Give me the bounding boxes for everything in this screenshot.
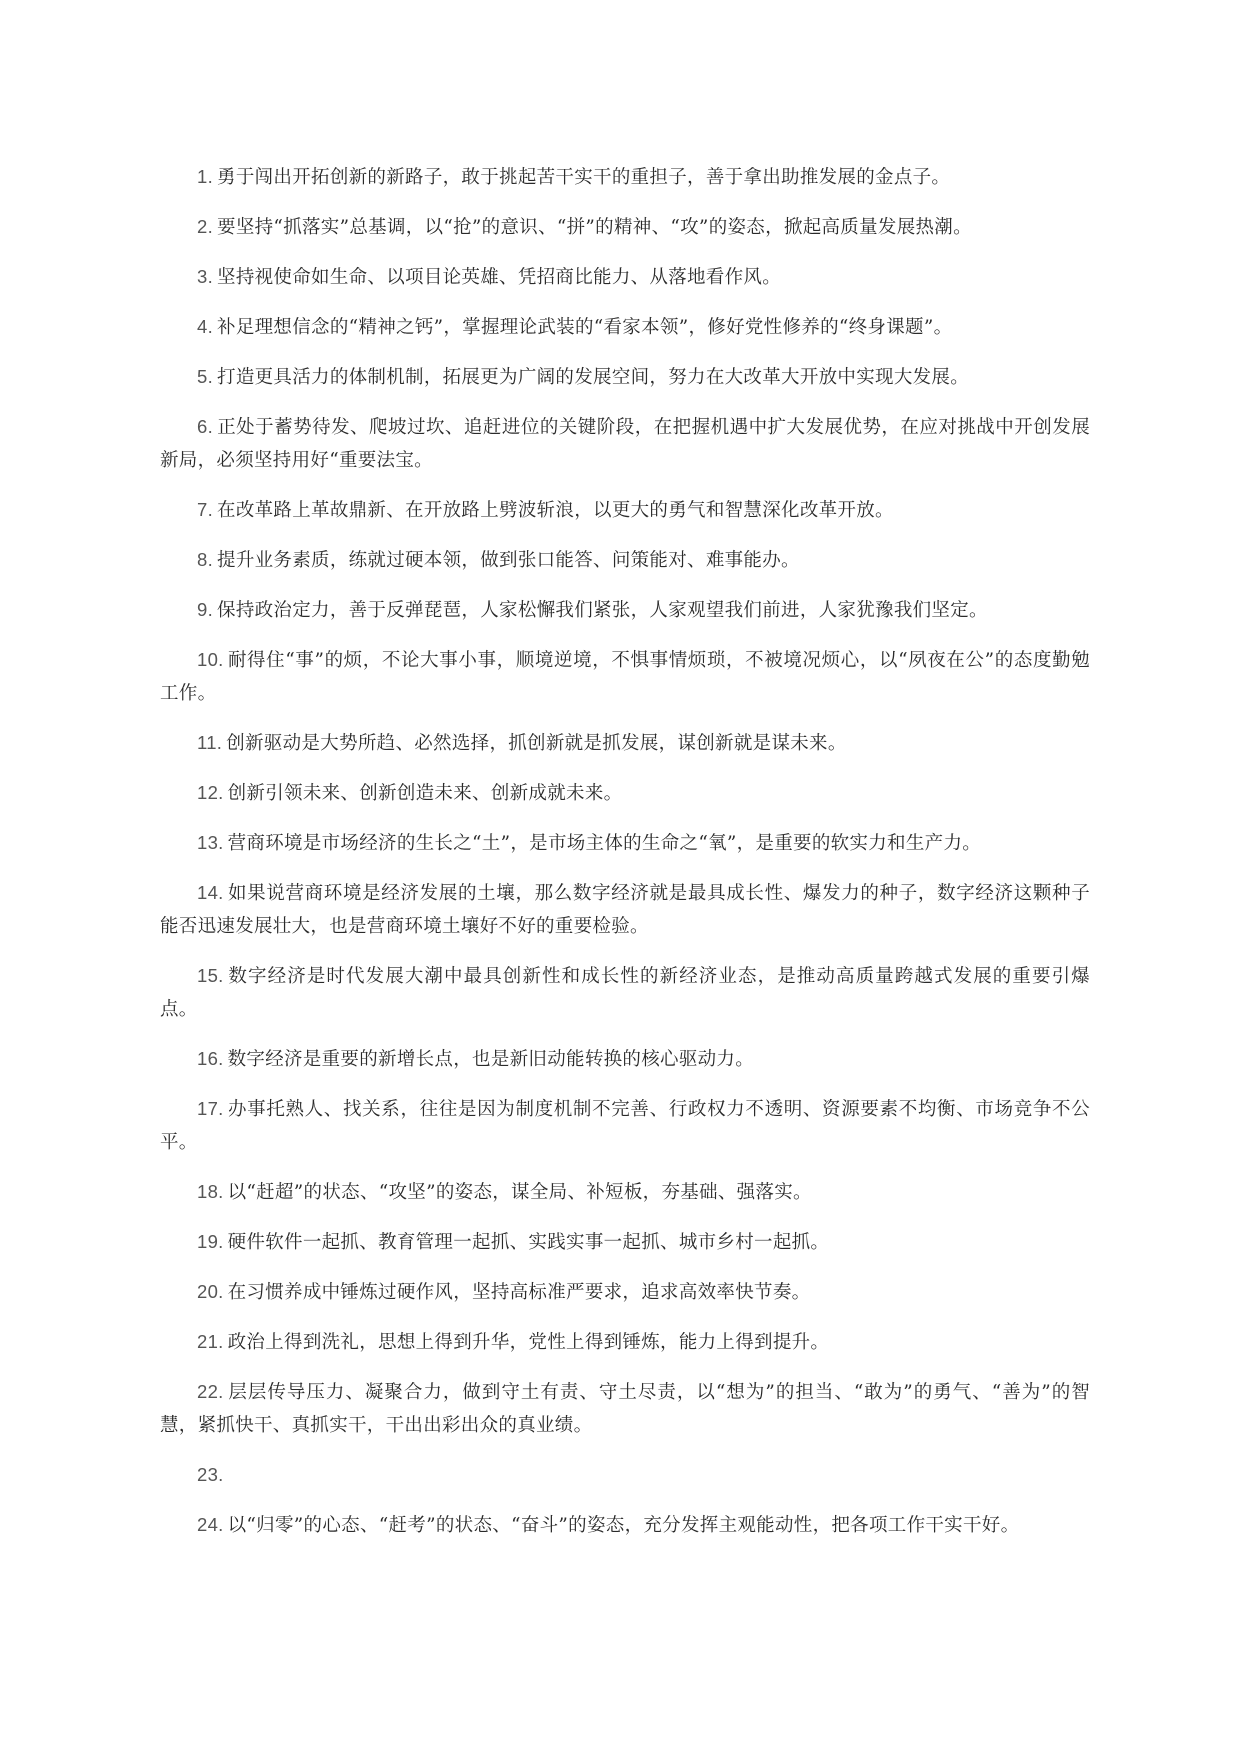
list-item xyxy=(160,410,1090,477)
list-item xyxy=(160,543,1090,577)
item-number: 18. xyxy=(197,1181,224,1202)
list-item xyxy=(160,1175,1090,1209)
item-text: 保持政治定力，善于反弹琵琶，人家松懈我们紧张，人家观望我们前进，人家犹豫我们坚定。 xyxy=(217,600,988,621)
list-item xyxy=(160,260,1090,294)
item-number: 19. xyxy=(197,1231,224,1252)
list-item xyxy=(160,959,1090,1026)
item-number: 21. xyxy=(197,1331,224,1352)
list-item xyxy=(160,160,1090,194)
list-item xyxy=(160,1375,1090,1442)
item-number: 6. xyxy=(197,416,214,437)
item-text: 在习惯养成中锤炼过硬作风，坚持高标准严要求，追求高效率快节奏。 xyxy=(227,1282,811,1303)
item-text: 补足理想信念的“精神之钙”，掌握理论武装的“看家本领”，修好党性修养的“终身课题”。 xyxy=(217,317,953,338)
item-number: 22. xyxy=(197,1381,224,1402)
list-item xyxy=(160,1275,1090,1309)
list-item xyxy=(160,1092,1090,1159)
item-number: 2. xyxy=(197,216,214,237)
item-text: 政治上得到洗礼，思想上得到升华，党性上得到锤炼，能力上得到提升。 xyxy=(227,1332,830,1353)
list-item xyxy=(160,1508,1090,1542)
list-item xyxy=(160,1325,1090,1359)
item-number: 13. xyxy=(197,832,224,853)
item-number: 16. xyxy=(197,1048,224,1069)
item-number: 7. xyxy=(197,499,214,520)
item-text: 勇于闯出开拓创新的新路子，敢于挑起苦干实干的重担子，善于拿出助推发展的金点子。 xyxy=(217,167,951,188)
item-text: 提升业务素质，练就过硬本领，做到张口能答、问策能对、难事能办。 xyxy=(217,550,800,571)
list-item xyxy=(160,593,1090,627)
item-text: 数字经济是重要的新增长点，也是新旧动能转换的核心驱动力。 xyxy=(227,1049,755,1070)
item-text: 创新引领未来、创新创造未来、创新成就未来。 xyxy=(227,783,623,804)
item-text: 正处于蓄势待发、爬坡过坎、追赶进位的关键阶段，在把握机遇中扩大发展优势，在应对挑战中开创发展新局，必须坚持用好“重要法宝。 xyxy=(160,417,1090,471)
list-item xyxy=(160,726,1090,760)
list-item xyxy=(160,826,1090,860)
item-text: 以“赶超”的状态、“攻坚”的姿态，谋全局、补短板，夯基础、强落实。 xyxy=(227,1182,812,1203)
item-number: 11. xyxy=(197,732,223,753)
document-body xyxy=(160,160,1090,1558)
item-number: 15. xyxy=(197,965,224,986)
item-text: 硬件软件一起抓、教育管理一起抓、实践实事一起抓、城市乡村一起抓。 xyxy=(227,1232,830,1253)
item-number: 1. xyxy=(197,166,214,187)
item-number: 8. xyxy=(197,549,214,570)
item-text: 数字经济是时代发展大潮中最具创新性和成长性的新经济业态，是推动高质量跨越式发展的重要引爆点。 xyxy=(160,966,1090,1020)
item-number: 12. xyxy=(197,782,224,803)
item-text: 坚持视使命如生命、以项目论英雄、凭招商比能力、从落地看作风。 xyxy=(217,267,782,288)
item-text: 耐得住“事”的烦，不论大事小事，顺境逆境，不惧事情烦琐，不被境况烦心，以“夙夜在公”的态度勤勉工作。 xyxy=(160,650,1090,704)
list-item xyxy=(160,310,1090,344)
item-number: 3. xyxy=(197,266,214,287)
list-item xyxy=(160,643,1090,710)
item-text: 以“归零”的心态、“赶考”的状态、“奋斗”的姿态，充分发挥主观能动性，把各项工作干实干好。 xyxy=(227,1515,1020,1536)
item-text: 打造更具活力的体制机制，拓展更为广阔的发展空间，努力在大改革大开放中实现大发展。 xyxy=(217,367,970,388)
list-item xyxy=(160,1042,1090,1076)
item-number: 5. xyxy=(197,366,214,387)
item-number: 20. xyxy=(197,1281,224,1302)
item-text: 要坚持“抓落实”总基调，以“抢”的意识、“拼”的精神、“攻”的姿态，掀起高质量发展热潮。 xyxy=(217,217,972,238)
list-item xyxy=(160,360,1090,394)
item-text: 创新驱动是大势所趋、必然选择，抓创新就是抓发展，谋创新就是谋未来。 xyxy=(226,733,847,754)
list-item xyxy=(160,1458,1090,1492)
item-number: 17. xyxy=(197,1098,224,1119)
item-number: 9. xyxy=(197,599,214,620)
list-item xyxy=(160,493,1090,527)
list-item xyxy=(160,876,1090,943)
item-text: 营商环境是市场经济的生长之“土”，是市场主体的生命之“氧”，是重要的软实力和生产力。 xyxy=(227,833,982,854)
list-item xyxy=(160,1225,1090,1259)
item-number: 24. xyxy=(197,1514,224,1535)
item-text: 层层传导压力、凝聚合力，做到守土有责、守土尽责，以“想为”的担当、“敢为”的勇气、“善为”的智慧，紧抓快干、真抓实干，干出出彩出众的真业绩。 xyxy=(160,1382,1090,1436)
item-number: 14. xyxy=(197,882,224,903)
item-text: 在改革路上革故鼎新、在开放路上劈波斩浪，以更大的勇气和智慧深化改革开放。 xyxy=(217,500,894,521)
list-item xyxy=(160,776,1090,810)
item-number: 10. xyxy=(197,649,224,670)
item-number: 23. xyxy=(197,1464,224,1485)
item-text: 如果说营商环境是经济发展的土壤，那么数字经济就是最具成长性、爆发力的种子，数字经济这颗种子能否迅速发展壮大，也是营商环境土壤好不好的重要检验。 xyxy=(160,883,1090,937)
item-number: 4. xyxy=(197,316,214,337)
list-item xyxy=(160,210,1090,244)
item-text: 办事托熟人、找关系，往往是因为制度机制不完善、行政权力不透明、资源要素不均衡、市场竞争不公平。 xyxy=(160,1099,1090,1153)
